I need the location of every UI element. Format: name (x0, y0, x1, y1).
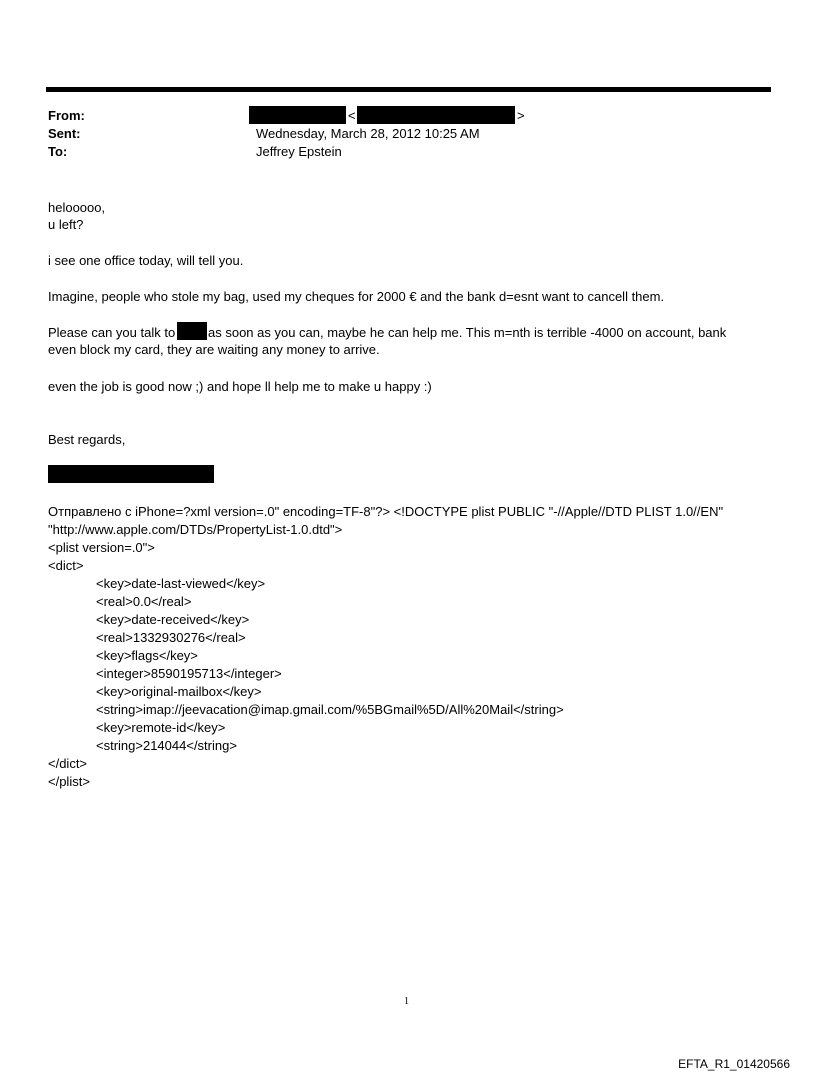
sent-value: Wednesday, March 28, 2012 10:25 AM (256, 126, 480, 141)
xml-line-1: Отправлено с iPhone=?xml version=.0" encoding=TF-8"?> <!DOCTYPE plist PUBLIC "-//Apple//DTD PLIST 1.0//EN" (48, 504, 724, 519)
xml-line-7: <key>date-received</key> (96, 612, 250, 627)
redacted-sender-name (249, 106, 346, 124)
body-line-office: i see one office today, will tell you. (48, 253, 244, 268)
xml-line-2: "http://www.apple.com/DTDs/PropertyList-1.0.dtd"> (48, 522, 343, 537)
body-line-request-start: Please can you talk to (48, 325, 176, 340)
redacted-signature (48, 465, 214, 483)
to-value: Jeffrey Epstein (256, 144, 342, 159)
header-rule (46, 87, 771, 92)
xml-line-5: <key>date-last-viewed</key> (96, 576, 266, 591)
xml-line-14: <string>214044</string> (96, 738, 237, 753)
xml-line-15: </dict> (48, 756, 88, 771)
xml-line-11: <key>original-mailbox</key> (96, 684, 262, 699)
page-number: 1 (404, 996, 409, 1007)
body-line-question: u left? (48, 217, 84, 232)
xml-line-10: <integer>8590195713</integer> (96, 666, 282, 681)
xml-line-6: <real>0.0</real> (96, 594, 192, 609)
body-line-job: even the job is good now ;) and hope ll help me to make u happy :) (48, 379, 432, 394)
xml-line-13: <key>remote-id</key> (96, 720, 226, 735)
redacted-sender-email (357, 106, 515, 124)
sent-label: Sent: (48, 126, 81, 141)
xml-line-4: <dict> (48, 558, 84, 573)
xml-line-12: <string>imap://jeevacation@imap.gmail.com/%5BGmail%5D/All%20Mail</string> (96, 702, 564, 717)
from-open-bracket: < (348, 108, 356, 123)
from-close-bracket: > (517, 108, 525, 123)
xml-line-3: <plist version=.0"> (48, 540, 155, 555)
body-line-stolen-bag: Imagine, people who stole my bag, used my cheques for 2000 € and the bank d=esnt want to cancell them. (48, 289, 665, 304)
signoff: Best regards, (48, 432, 126, 447)
body-line-card-blocked: even block my card, they are waiting any money to arrive. (48, 342, 380, 357)
body-line-greeting: helooooo, (48, 200, 106, 215)
body-line-request-end: as soon as you can, maybe he can help me. This m=nth is terrible -4000 on account, bank (208, 325, 727, 340)
xml-line-8: <real>1332930276</real> (96, 630, 246, 645)
from-label: From: (48, 108, 85, 123)
xml-line-16: </plist> (48, 774, 90, 789)
xml-line-9: <key>flags</key> (96, 648, 198, 663)
redacted-name-inline (177, 322, 207, 340)
document-id: EFTA_R1_01420566 (678, 1057, 790, 1071)
to-label: To: (48, 144, 68, 159)
